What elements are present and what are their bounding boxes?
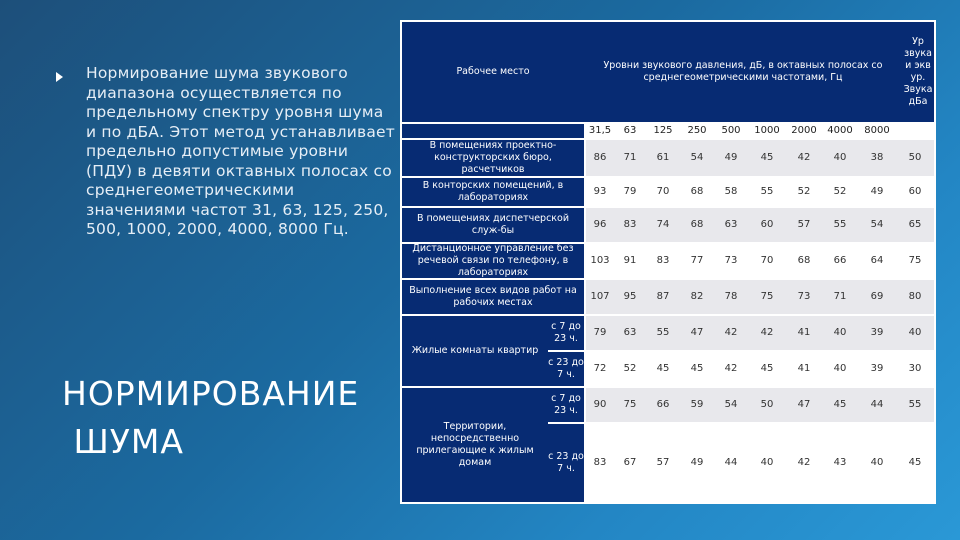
table-cell: 55: [896, 388, 934, 422]
table-cell: 79: [586, 316, 614, 350]
bullet-arrow-icon: [56, 72, 63, 82]
frequency-header: 125: [646, 124, 680, 138]
frequency-header: 4000: [822, 124, 858, 138]
table-cell: 41: [786, 352, 822, 386]
table-cell: 64: [858, 244, 896, 278]
table-cell: 45: [748, 352, 786, 386]
title-line-1: НОРМИРОВАНИЕ: [62, 374, 360, 413]
frequency-header: 63: [614, 124, 646, 138]
table-cell: 63: [614, 316, 646, 350]
table-cell: 43: [822, 424, 858, 502]
bullet-text: Нормирование шума звукового диапазона осуществляется по предельному спектру уровня шума и по дБА. Этот метод устанавливает предельно допустимые уровни (ПДУ) в девяти октавных полосах со среднегеометрическими значениями частот 31, 63, 125, 250, 500, 1000, 2000, 4000, 8000 Гц.: [86, 64, 395, 238]
table-cell: 83: [586, 424, 614, 502]
table-cell: 57: [646, 424, 680, 502]
frequency-header: 500: [714, 124, 748, 138]
table-cell: 54: [714, 388, 748, 422]
row-label: Дистанционное управление без речевой связи по телефону, в лабораториях: [402, 244, 584, 278]
table-cell: 45: [680, 352, 714, 386]
table-cell: 87: [646, 280, 680, 314]
residential-label: Жилые комнаты квартир: [402, 316, 548, 386]
territory-label: Территории, непосредственно прилегающие к жилым домам: [402, 388, 548, 502]
table-cell: 78: [714, 280, 748, 314]
table-cell: 74: [646, 208, 680, 242]
table-cell: 68: [680, 208, 714, 242]
table-cell: 40: [822, 140, 858, 176]
table-cell: 93: [586, 178, 614, 206]
table-cell: 52: [614, 352, 646, 386]
table-cell: 66: [822, 244, 858, 278]
table-cell: 107: [586, 280, 614, 314]
table-cell: 45: [822, 388, 858, 422]
table-cell: 75: [748, 280, 786, 314]
table-cell: 55: [748, 178, 786, 206]
table-cell: 39: [858, 352, 896, 386]
bullet-point: [56, 64, 396, 240]
table-cell: 40: [822, 352, 858, 386]
title-line-2: ШУМА: [62, 422, 184, 461]
table-cell: 49: [680, 424, 714, 502]
table-cell: 42: [748, 316, 786, 350]
table-cell: 86: [586, 140, 614, 176]
table-cell: 60: [748, 208, 786, 242]
table-cell: 63: [714, 208, 748, 242]
table-cell: 55: [822, 208, 858, 242]
table-cell: 65: [896, 208, 934, 242]
table-cell: 47: [786, 388, 822, 422]
table-cell: 71: [822, 280, 858, 314]
frequency-row-label: [402, 124, 584, 138]
table-cell: 69: [858, 280, 896, 314]
table-cell: 44: [858, 388, 896, 422]
table-cell: 41: [786, 316, 822, 350]
table-cell: 103: [586, 244, 614, 278]
header-workplace: Рабочее место: [402, 22, 584, 122]
frequency-header: 250: [680, 124, 714, 138]
table-cell: 59: [680, 388, 714, 422]
territory-day: с 7 до 23 ч.: [548, 388, 584, 422]
table-cell: 52: [822, 178, 858, 206]
table-cell: 66: [646, 388, 680, 422]
table-cell: 40: [858, 424, 896, 502]
table-cell: 50: [748, 388, 786, 422]
table-cell: 95: [614, 280, 646, 314]
table-cell: 54: [858, 208, 896, 242]
table-cell: 60: [896, 178, 934, 206]
noise-norms-table: [400, 20, 936, 504]
table-cell: 61: [646, 140, 680, 176]
frequency-header: 31,5: [586, 124, 614, 138]
table-cell: 42: [714, 316, 748, 350]
table-cell: 77: [680, 244, 714, 278]
table-cell: 42: [786, 424, 822, 502]
table-cell: 72: [586, 352, 614, 386]
table-cell: 49: [714, 140, 748, 176]
table-cell: 67: [614, 424, 646, 502]
table-cell: 83: [614, 208, 646, 242]
table-cell: 80: [896, 280, 934, 314]
row-label: В помещениях проектно-конструкторских бюро, расчетчиков: [402, 140, 584, 176]
table-cell: 58: [714, 178, 748, 206]
table-cell: 52: [786, 178, 822, 206]
table-cell: 68: [786, 244, 822, 278]
row-label: В конторских помещений, в лабораториях: [402, 178, 584, 206]
table-cell: 50: [896, 140, 934, 176]
row-label: Выполнение всех видов работ на рабочих местах: [402, 280, 584, 314]
table-cell: 38: [858, 140, 896, 176]
territory-night: с 23 до 7 ч.: [548, 424, 584, 502]
row-label: В помещениях диспетчерской служ-бы: [402, 208, 584, 242]
table-cell: 70: [748, 244, 786, 278]
table-cell: 82: [680, 280, 714, 314]
table-cell: 47: [680, 316, 714, 350]
table-cell: 75: [614, 388, 646, 422]
table-cell: 45: [748, 140, 786, 176]
table-cell: 40: [896, 316, 934, 350]
table-cell: 79: [614, 178, 646, 206]
frequency-header: 1000: [748, 124, 786, 138]
table-cell: 71: [614, 140, 646, 176]
frequency-header: 8000: [858, 124, 896, 138]
table-cell: 70: [646, 178, 680, 206]
table-cell: 42: [786, 140, 822, 176]
table-cell: 68: [680, 178, 714, 206]
residential-day: с 7 до 23 ч.: [548, 316, 584, 350]
table-cell: 39: [858, 316, 896, 350]
header-equivalent: Ур звука и экв ур. Звука дБа: [902, 22, 934, 122]
table-cell: 73: [714, 244, 748, 278]
table-cell: 96: [586, 208, 614, 242]
frequency-header-blank: [904, 124, 934, 138]
table-cell: 55: [646, 316, 680, 350]
table-cell: 30: [896, 352, 934, 386]
table-cell: 83: [646, 244, 680, 278]
table-cell: 42: [714, 352, 748, 386]
table-cell: 73: [786, 280, 822, 314]
table-cell: 57: [786, 208, 822, 242]
frequency-header: 2000: [786, 124, 822, 138]
table-cell: 44: [714, 424, 748, 502]
residential-night: с 23 до 7 ч.: [548, 352, 584, 386]
table-cell: 40: [822, 316, 858, 350]
slide-title: [62, 370, 359, 466]
table-cell: 40: [748, 424, 786, 502]
table-cell: 91: [614, 244, 646, 278]
table-cell: 45: [896, 424, 934, 502]
table-cell: 75: [896, 244, 934, 278]
header-levels: Уровни звукового давления, дБ, в октавных полосах со среднегеометрическими частотами, Гц: [584, 22, 902, 122]
table-cell: 45: [646, 352, 680, 386]
table-cell: 54: [680, 140, 714, 176]
table-cell: 49: [858, 178, 896, 206]
table-cell: 90: [586, 388, 614, 422]
